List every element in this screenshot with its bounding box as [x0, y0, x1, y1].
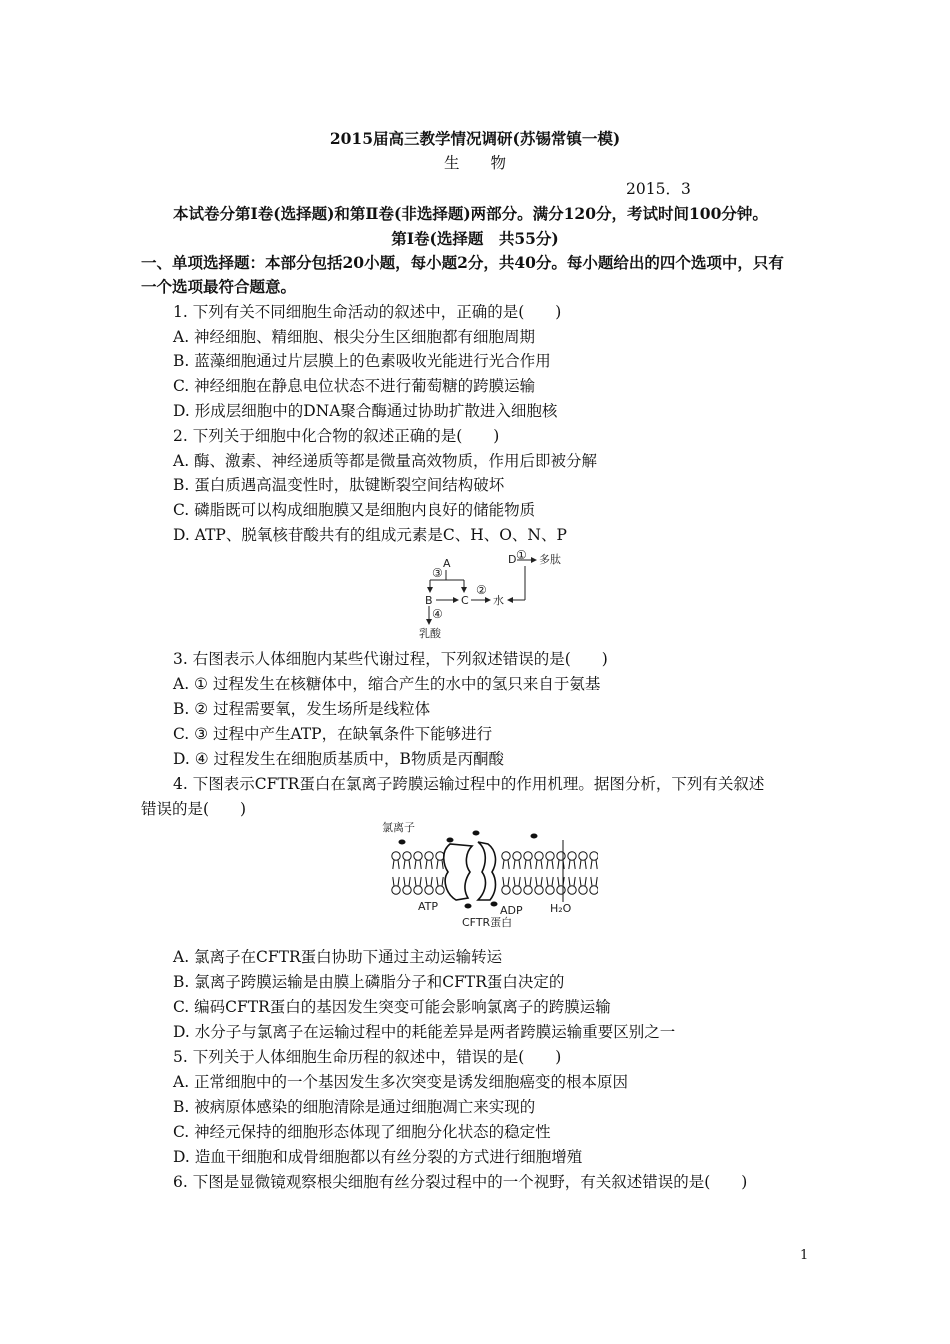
q5-option-b: B. 被病原体感染的细胞清除是通过细胞凋亡来实现的	[173, 1098, 536, 1116]
phospholipid-tail	[426, 860, 427, 869]
cftr-protein-label: CFTR蛋白	[462, 916, 513, 929]
phospholipid-head	[425, 886, 433, 894]
phospholipid-head	[414, 852, 422, 860]
phospholipid-tail	[547, 877, 548, 886]
q5-stem: 5. 下列关于人体细胞生命历程的叙述中，错误的是( )	[173, 1048, 562, 1066]
exam-date: 2015．3	[626, 180, 691, 198]
phospholipid-head	[513, 852, 521, 860]
chloride-ion-dot	[531, 834, 538, 839]
cftr-membrane-diagram	[382, 818, 598, 930]
phospholipid-tail	[591, 877, 592, 886]
phospholipid-tail	[503, 877, 504, 886]
chloride-ion-dot	[491, 902, 498, 907]
q3-option-d: D. ④ 过程发生在细胞质基质中，B物质是丙酮酸	[173, 750, 504, 768]
phospholipid-tail	[569, 877, 570, 886]
q4-option-c: C. 编码CFTR蛋白的基因发生突变可能会影响氯离子的跨膜运输	[173, 998, 611, 1016]
q1-stem: 1. 下列有关不同细胞生命活动的叙述中，正确的是( )	[173, 303, 562, 321]
phospholipid-tail	[420, 860, 421, 869]
phospholipid-tail	[519, 860, 520, 869]
phospholipid-tail	[585, 860, 586, 869]
phospholipid-tail	[393, 860, 394, 869]
phospholipid-tail	[514, 877, 515, 886]
phospholipid-tail	[420, 877, 421, 886]
node-d: D	[508, 553, 517, 566]
q4-option-a: A. 氯离子在CFTR蛋白协助下通过主动运输转运	[173, 948, 503, 966]
node-c: C	[461, 594, 469, 607]
phospholipid-tail	[398, 860, 399, 869]
phospholipid-tail	[437, 860, 438, 869]
q2-option-c: C. 磷脂既可以构成细胞膜又是细胞内良好的储能物质	[173, 501, 536, 519]
section1-instruction: 一、单项选择题：本部分包括20小题，每小题2分，共40分。每小题给出的四个选项中，只有	[141, 253, 784, 272]
phospholipid-tail	[404, 860, 405, 869]
phospholipid-tail	[574, 860, 575, 869]
phospholipid-tail	[596, 860, 597, 869]
phospholipid-tail	[503, 860, 504, 869]
part1-heading: 第Ⅰ卷(选择题 共55分)	[391, 229, 559, 248]
phospholipid-tail	[431, 877, 432, 886]
phospholipid-tail	[580, 860, 581, 869]
phospholipid-head	[502, 852, 510, 860]
phospholipid-tail	[580, 877, 581, 886]
phospholipid-head	[535, 886, 543, 894]
cftr-protein-left	[444, 844, 472, 900]
phospholipid-head	[436, 852, 444, 860]
phospholipid-head	[524, 852, 532, 860]
phospholipid-head	[524, 886, 532, 894]
phospholipid-tail	[536, 877, 537, 886]
phospholipid-tail	[591, 860, 592, 869]
subject-title: 生 物	[443, 154, 506, 172]
phospholipid-head	[557, 852, 565, 860]
phospholipid-tail	[514, 860, 515, 869]
phospholipid-tail	[409, 877, 410, 886]
phospholipid-tail	[426, 877, 427, 886]
q1-option-b: B. 蓝藻细胞通过片层膜上的色素吸收光能进行光合作用	[173, 352, 551, 370]
q5-option-a: A. 正常细胞中的一个基因发生多次突变是诱发细胞癌变的根本原因	[173, 1073, 629, 1091]
phospholipid-tail	[508, 860, 509, 869]
exam-intro: 本试卷分第Ⅰ卷(选择题)和第Ⅱ卷(非选择题)两部分。满分120分，考试时间100分钟。	[173, 204, 768, 223]
q3-stem: 3. 右图表示人体细胞内某些代谢过程，下列叙述错误的是( )	[173, 650, 608, 668]
phospholipid-tail	[415, 877, 416, 886]
phospholipid-head	[392, 886, 400, 894]
node-b: B	[425, 594, 433, 607]
phospholipid-head	[546, 886, 554, 894]
q2-option-a: A. 酶、激素、神经递质等都是微量高效物质，作用后即被分解	[173, 452, 598, 470]
q1-option-a: A. 神经细胞、精细胞、根尖分生区细胞都有细胞周期	[173, 328, 536, 346]
phospholipid-tail	[431, 860, 432, 869]
q4-stem-cont: 错误的是( )	[141, 800, 247, 818]
phospholipid-tail	[585, 877, 586, 886]
phospholipid-tail	[596, 877, 597, 886]
phospholipid-tail	[525, 860, 526, 869]
phospholipid-head	[425, 852, 433, 860]
phospholipid-head	[535, 852, 543, 860]
q1-option-d: D. 形成层细胞中的DNA聚合酶通过协助扩散进入细胞核	[173, 402, 558, 420]
phospholipid-tail	[442, 860, 443, 869]
q2-option-b: B. 蛋白质遇高温变性时，肽键断裂空间结构破坏	[173, 476, 505, 494]
phospholipid-tail	[508, 877, 509, 886]
phospholipid-tail	[442, 877, 443, 886]
phospholipid-head	[579, 886, 587, 894]
phospholipid-tail	[409, 860, 410, 869]
phospholipid-head	[513, 886, 521, 894]
phospholipid-head	[414, 886, 422, 894]
step3-label: ③	[432, 566, 443, 580]
chloride-ion-dot	[447, 838, 454, 843]
q4-option-b: B. 氯离子跨膜运输是由膜上磷脂分子和CFTR蛋白决定的	[173, 973, 565, 991]
phospholipid-tail	[552, 860, 553, 869]
q4-stem: 4. 下图表示CFTR蛋白在氯离子跨膜运输过程中的作用机理。据图分析，下列有关叙述	[173, 775, 765, 793]
phospholipid-tail	[558, 877, 559, 886]
q2-stem: 2. 下列关于细胞中化合物的叙述正确的是( )	[173, 427, 500, 445]
phospholipid-tail	[415, 860, 416, 869]
phospholipid-tail	[536, 860, 537, 869]
phospholipid-tail	[437, 877, 438, 886]
cftr-protein-right	[478, 842, 496, 900]
phospholipid-tail	[569, 860, 570, 869]
q5-option-d: D. 造血干细胞和成骨细胞都以有丝分裂的方式进行细胞增殖	[173, 1148, 583, 1166]
phospholipid-tail	[574, 877, 575, 886]
q3-option-c: C. ③ 过程中产生ATP，在缺氧条件下能够进行	[173, 725, 493, 743]
phospholipid-tail	[547, 860, 548, 869]
phospholipid-tail	[519, 877, 520, 886]
chloride-ion-label: 氯离子	[382, 821, 415, 834]
phospholipid-tail	[398, 877, 399, 886]
q3-option-b: B. ② 过程需要氧，发生场所是线粒体	[173, 700, 431, 718]
phospholipid-head	[590, 886, 598, 894]
phospholipid-head	[568, 852, 576, 860]
phospholipid-tail	[530, 877, 531, 886]
phospholipid-head	[546, 852, 554, 860]
phospholipid-head	[392, 852, 400, 860]
q3-option-a: A. ① 过程发生在核糖体中，缩合产生的水中的氢只来自于氨基	[173, 675, 601, 693]
phospholipid-tail	[541, 860, 542, 869]
q5-option-c: C. 神经元保持的细胞形态体现了细胞分化状态的稳定性	[173, 1123, 551, 1141]
phospholipid-tail	[404, 877, 405, 886]
chloride-ion-dot	[465, 904, 472, 909]
phospholipid-tail	[393, 877, 394, 886]
page-number: 1	[800, 1248, 809, 1263]
chloride-ion-dot	[399, 840, 406, 845]
phospholipid-tail	[541, 877, 542, 886]
water-label: 水	[493, 594, 504, 607]
phospholipid-tail	[552, 877, 553, 886]
lactic-acid-label: 乳酸	[419, 627, 441, 640]
section1-instruction-cont: 一个选项最符合题意。	[141, 277, 297, 296]
step1-label: ①	[516, 548, 527, 562]
phospholipid-tail	[558, 860, 559, 869]
peptide-label: 多肽	[539, 553, 561, 566]
phospholipid-tail	[525, 877, 526, 886]
step4-label: ④	[432, 607, 443, 621]
chloride-ion-dot	[473, 831, 480, 836]
phospholipid-head	[590, 852, 598, 860]
q2-option-d: D. ATP、脱氧核苷酸共有的组成元素是C、H、O、N、P	[173, 526, 567, 544]
atp-label: ATP	[418, 900, 439, 913]
step2-label: ②	[476, 583, 487, 597]
adp-label: ADP	[500, 904, 523, 917]
q4-option-d: D. 水分子与氯离子在运输过程中的耗能差异是两者跨膜运输重要区别之一	[173, 1023, 676, 1041]
phospholipid-head	[502, 886, 510, 894]
metabolism-diagram	[412, 544, 572, 644]
phospholipid-tail	[530, 860, 531, 869]
q1-option-c: C. 神经细胞在静息电位状态不进行葡萄糖的跨膜运输	[173, 377, 536, 395]
phospholipid-head	[557, 886, 565, 894]
exam-title: 2015届高三教学情况调研(苏锡常镇一模)	[329, 129, 621, 148]
phospholipid-head	[568, 886, 576, 894]
phospholipid-head	[436, 886, 444, 894]
q6-stem: 6. 下图是显微镜观察根尖细胞有丝分裂过程中的一个视野，有关叙述错误的是( )	[173, 1173, 748, 1191]
h2o-label: H₂O	[550, 902, 572, 915]
node-a: A	[443, 557, 451, 570]
phospholipid-head	[579, 852, 587, 860]
phospholipid-head	[403, 886, 411, 894]
phospholipid-head	[403, 852, 411, 860]
